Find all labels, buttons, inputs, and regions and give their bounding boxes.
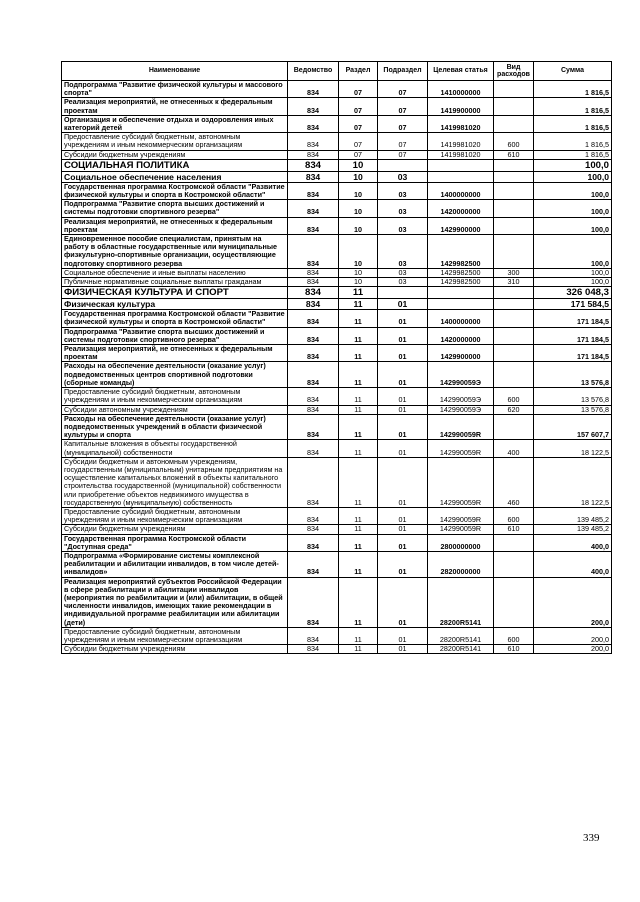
cell-dept: 834	[288, 362, 339, 388]
table-row	[62, 645, 612, 654]
cell-subsection: 03	[378, 268, 428, 277]
cell-subsection: 07	[378, 115, 428, 132]
cell-dept: 834	[288, 217, 339, 234]
cell-subsection: 01	[378, 299, 428, 310]
cell-section: 11	[339, 551, 378, 577]
table-row	[62, 507, 612, 524]
cell-sum: 157 607,7	[534, 414, 612, 440]
cell-exptype	[494, 159, 534, 171]
cell-sum: 171 184,5	[534, 310, 612, 327]
cell-name: Предоставление субсидий бюджетным, автономным учреждениям и иным некоммерческим организациям	[62, 507, 288, 524]
header-section: Раздел	[339, 62, 378, 81]
cell-subsection: 01	[378, 534, 428, 551]
cell-target	[428, 159, 494, 171]
cell-exptype: 620	[494, 405, 534, 414]
cell-subsection: 01	[378, 577, 428, 627]
budget-table-body	[62, 62, 612, 654]
cell-dept: 834	[288, 577, 339, 627]
cell-sum: 1 816,5	[534, 150, 612, 159]
cell-target: 1429900000	[428, 217, 494, 234]
cell-subsection: 01	[378, 327, 428, 344]
cell-section: 10	[339, 200, 378, 217]
cell-target: 142990059Э	[428, 388, 494, 405]
cell-sum: 13 576,8	[534, 405, 612, 414]
cell-target: 142990059R	[428, 457, 494, 507]
table-row	[62, 388, 612, 405]
cell-exptype: 600	[494, 627, 534, 644]
cell-sum: 326 048,3	[534, 287, 612, 299]
cell-sum: 18 122,5	[534, 457, 612, 507]
table-row	[62, 577, 612, 627]
cell-sum: 171 184,5	[534, 327, 612, 344]
cell-target: 28200R5141	[428, 577, 494, 627]
cell-subsection: 01	[378, 310, 428, 327]
cell-exptype	[494, 414, 534, 440]
cell-exptype: 610	[494, 525, 534, 534]
cell-target	[428, 287, 494, 299]
cell-subsection	[378, 287, 428, 299]
cell-dept: 834	[288, 534, 339, 551]
table-row	[62, 217, 612, 234]
cell-sum: 139 485,2	[534, 507, 612, 524]
cell-name: Физическая культура	[62, 299, 288, 310]
cell-subsection: 01	[378, 507, 428, 524]
table-row	[62, 98, 612, 115]
cell-section: 11	[339, 534, 378, 551]
cell-section: 11	[339, 327, 378, 344]
table-row	[62, 405, 612, 414]
cell-subsection: 07	[378, 81, 428, 98]
cell-subsection: 03	[378, 171, 428, 182]
cell-section: 11	[339, 414, 378, 440]
cell-dept: 834	[288, 235, 339, 269]
table-row	[62, 235, 612, 269]
table-row	[62, 159, 612, 171]
cell-exptype: 610	[494, 150, 534, 159]
cell-section: 11	[339, 310, 378, 327]
cell-section: 07	[339, 150, 378, 159]
cell-name: Реализация мероприятий, не отнесенных к федеральным проектам	[62, 98, 288, 115]
table-row	[62, 440, 612, 457]
cell-sum: 200,0	[534, 645, 612, 654]
cell-dept: 834	[288, 388, 339, 405]
cell-subsection: 07	[378, 150, 428, 159]
cell-exptype	[494, 217, 534, 234]
cell-section: 07	[339, 81, 378, 98]
table-row	[62, 362, 612, 388]
cell-target: 28200R5141	[428, 627, 494, 644]
table-row	[62, 115, 612, 132]
cell-target: 142990059R	[428, 440, 494, 457]
table-row	[62, 551, 612, 577]
cell-subsection	[378, 159, 428, 171]
cell-target: 142990059R	[428, 525, 494, 534]
cell-subsection: 01	[378, 405, 428, 414]
cell-target	[428, 299, 494, 310]
cell-sum: 200,0	[534, 577, 612, 627]
cell-exptype: 600	[494, 507, 534, 524]
table-row	[62, 278, 612, 287]
cell-target: 1400000000	[428, 310, 494, 327]
cell-dept: 834	[288, 551, 339, 577]
header-subsection: Подраздел	[378, 62, 428, 81]
cell-section: 11	[339, 457, 378, 507]
cell-sum: 100,0	[534, 159, 612, 171]
cell-dept: 834	[288, 98, 339, 115]
cell-dept: 834	[288, 327, 339, 344]
cell-section: 11	[339, 345, 378, 362]
cell-dept: 834	[288, 440, 339, 457]
cell-section: 11	[339, 577, 378, 627]
cell-sum: 171 184,5	[534, 345, 612, 362]
cell-section: 11	[339, 645, 378, 654]
cell-target: 142990059Э	[428, 405, 494, 414]
header-dept: Ведомство	[288, 62, 339, 81]
cell-subsection: 07	[378, 98, 428, 115]
cell-dept: 834	[288, 525, 339, 534]
cell-sum: 100,0	[534, 182, 612, 199]
cell-dept: 834	[288, 81, 339, 98]
cell-subsection: 01	[378, 525, 428, 534]
cell-subsection: 07	[378, 133, 428, 150]
cell-section: 11	[339, 388, 378, 405]
cell-section: 10	[339, 182, 378, 199]
cell-name: Субсидии автономным учреждениям	[62, 405, 288, 414]
table-row	[62, 200, 612, 217]
table-header-row	[62, 62, 612, 81]
cell-name: Социальное обеспечение населения	[62, 171, 288, 182]
cell-section: 11	[339, 405, 378, 414]
cell-dept: 834	[288, 159, 339, 171]
page-number: 339	[583, 832, 600, 844]
cell-dept: 834	[288, 171, 339, 182]
cell-target: 1429982500	[428, 278, 494, 287]
cell-sum: 13 576,8	[534, 388, 612, 405]
cell-target: 1429982500	[428, 268, 494, 277]
cell-exptype: 600	[494, 388, 534, 405]
cell-sum: 1 816,5	[534, 98, 612, 115]
cell-section: 07	[339, 98, 378, 115]
cell-target	[428, 171, 494, 182]
cell-subsection: 01	[378, 645, 428, 654]
cell-section: 10	[339, 268, 378, 277]
cell-exptype	[494, 577, 534, 627]
cell-target: 28200R5141	[428, 645, 494, 654]
cell-dept: 834	[288, 287, 339, 299]
cell-dept: 834	[288, 457, 339, 507]
cell-target: 1419981020	[428, 150, 494, 159]
table-row	[62, 150, 612, 159]
cell-dept: 834	[288, 133, 339, 150]
cell-section: 11	[339, 299, 378, 310]
cell-exptype	[494, 171, 534, 182]
cell-name: Расходы на обеспечение деятельности (оказание услуг) подведомственных учреждений в области физической культуры и спорта	[62, 414, 288, 440]
cell-target: 1420000000	[428, 200, 494, 217]
cell-dept: 834	[288, 627, 339, 644]
cell-sum: 100,0	[534, 200, 612, 217]
cell-exptype	[494, 98, 534, 115]
cell-target: 1429900000	[428, 345, 494, 362]
cell-name: Государственная программа Костромской области "Развитие физической культуры и спорта в Костромской области"	[62, 310, 288, 327]
cell-section: 11	[339, 525, 378, 534]
cell-sum: 400,0	[534, 534, 612, 551]
cell-subsection: 03	[378, 200, 428, 217]
cell-exptype	[494, 287, 534, 299]
cell-target: 1420000000	[428, 327, 494, 344]
cell-subsection: 03	[378, 217, 428, 234]
cell-target: 1429982500	[428, 235, 494, 269]
cell-name: Реализация мероприятий, не отнесенных к федеральным проектам	[62, 345, 288, 362]
table-row	[62, 345, 612, 362]
cell-dept: 834	[288, 150, 339, 159]
table-row	[62, 268, 612, 277]
header-target: Целевая статья	[428, 62, 494, 81]
cell-section: 11	[339, 362, 378, 388]
cell-exptype: 610	[494, 645, 534, 654]
table-row	[62, 171, 612, 182]
cell-name: Субсидии бюджетным учреждениям	[62, 645, 288, 654]
cell-exptype: 460	[494, 457, 534, 507]
cell-target: 1419900000	[428, 98, 494, 115]
cell-exptype	[494, 345, 534, 362]
table-row	[62, 310, 612, 327]
cell-section: 07	[339, 133, 378, 150]
cell-sum: 171 584,5	[534, 299, 612, 310]
cell-dept: 834	[288, 405, 339, 414]
cell-exptype	[494, 299, 534, 310]
table-row	[62, 327, 612, 344]
cell-section: 11	[339, 287, 378, 299]
cell-dept: 834	[288, 299, 339, 310]
cell-name: Государственная программа Костромской области "Развитие физической культуры и спорта в Костромской области"	[62, 182, 288, 199]
cell-dept: 834	[288, 645, 339, 654]
cell-target: 142990059R	[428, 507, 494, 524]
cell-target: 2800000000	[428, 534, 494, 551]
cell-sum: 100,0	[534, 171, 612, 182]
cell-name: Социальное обеспечение и иные выплаты населению	[62, 268, 288, 277]
budget-table	[61, 61, 612, 654]
cell-name: Публичные нормативные социальные выплаты гражданам	[62, 278, 288, 287]
cell-sum: 100,0	[534, 278, 612, 287]
header-name: Наименование	[62, 62, 288, 81]
cell-name: Подпрограмма "Развитие спорта высших достижений и системы подготовки спортивного резерва"	[62, 327, 288, 344]
cell-subsection: 01	[378, 457, 428, 507]
table-row	[62, 525, 612, 534]
cell-subsection: 01	[378, 362, 428, 388]
cell-exptype	[494, 362, 534, 388]
table-row	[62, 414, 612, 440]
cell-name: Государственная программа Костромской области "Доступная среда"	[62, 534, 288, 551]
cell-section: 07	[339, 115, 378, 132]
cell-subsection: 03	[378, 182, 428, 199]
table-row	[62, 182, 612, 199]
table-row	[62, 133, 612, 150]
cell-name: Субсидии бюджетным и автономным учреждениям, государственным (муниципальным) унитарным предприятиям на осуществление капитальных вложений в объекты капитального строительства государственной (муниципальной) собственности или приобретение объектов недвижимого имущества в государственную (муниципальную) собственность	[62, 457, 288, 507]
cell-subsection: 01	[378, 627, 428, 644]
cell-dept: 834	[288, 345, 339, 362]
cell-name: Расходы на обеспечение деятельности (оказание услуг) подведомственных центров спортивной подготовки (сборные команды)	[62, 362, 288, 388]
cell-exptype	[494, 551, 534, 577]
cell-exptype	[494, 115, 534, 132]
cell-dept: 834	[288, 200, 339, 217]
cell-sum: 100,0	[534, 235, 612, 269]
cell-section: 10	[339, 159, 378, 171]
cell-exptype: 310	[494, 278, 534, 287]
cell-sum: 400,0	[534, 551, 612, 577]
table-row	[62, 627, 612, 644]
cell-name: Субсидии бюджетным учреждениям	[62, 150, 288, 159]
cell-exptype	[494, 182, 534, 199]
cell-section: 11	[339, 507, 378, 524]
cell-sum: 100,0	[534, 217, 612, 234]
cell-subsection: 03	[378, 235, 428, 269]
cell-section: 10	[339, 217, 378, 234]
cell-name: Единовременное пособие специалистам, принятым на работу в областные государственные или муниципальные физкультурно-спортивные организации, осуществляющие подготовку спортивного резерва	[62, 235, 288, 269]
cell-exptype	[494, 235, 534, 269]
cell-dept: 834	[288, 310, 339, 327]
cell-target: 1419981020	[428, 133, 494, 150]
table-row	[62, 534, 612, 551]
cell-section: 11	[339, 440, 378, 457]
cell-exptype	[494, 310, 534, 327]
cell-section: 11	[339, 627, 378, 644]
cell-name: Предоставление субсидий бюджетным, автономным учреждениям и иным некоммерческим организациям	[62, 133, 288, 150]
cell-sum: 139 485,2	[534, 525, 612, 534]
cell-subsection: 01	[378, 345, 428, 362]
cell-name: Предоставление субсидий бюджетным, автономным учреждениям и иным некоммерческим организациям	[62, 627, 288, 644]
table-row	[62, 287, 612, 299]
cell-name: Подпрограмма "Развитие спорта высших достижений и системы подготовки спортивного резерва"	[62, 200, 288, 217]
cell-dept: 834	[288, 507, 339, 524]
cell-subsection: 01	[378, 551, 428, 577]
cell-dept: 834	[288, 414, 339, 440]
cell-target: 142990059R	[428, 414, 494, 440]
cell-exptype: 300	[494, 268, 534, 277]
cell-name: ФИЗИЧЕСКАЯ КУЛЬТУРА И СПОРТ	[62, 287, 288, 299]
cell-subsection: 01	[378, 414, 428, 440]
cell-dept: 834	[288, 115, 339, 132]
cell-subsection: 03	[378, 278, 428, 287]
cell-sum: 1 816,5	[534, 81, 612, 98]
cell-target: 1400000000	[428, 182, 494, 199]
header-sum: Сумма	[534, 62, 612, 81]
cell-name: Подпрограмма "Развитие физической культуры и массового спорта"	[62, 81, 288, 98]
cell-sum: 200,0	[534, 627, 612, 644]
cell-exptype	[494, 200, 534, 217]
cell-exptype	[494, 327, 534, 344]
table-row	[62, 81, 612, 98]
table-row	[62, 457, 612, 507]
cell-sum: 100,0	[534, 268, 612, 277]
cell-name: Реализация мероприятий субъектов Российской Федерации в сфере реабилитации и абилитации инвалидов (мероприятия по реабилитации и (или) абилитации, в общей численности инвалидов, имеющих такие рекомендации в индивидуальной программе реабилитации или абилитации (дети)	[62, 577, 288, 627]
cell-subsection: 01	[378, 388, 428, 405]
cell-sum: 13 576,8	[534, 362, 612, 388]
cell-target: 1419981020	[428, 115, 494, 132]
cell-exptype: 400	[494, 440, 534, 457]
cell-section: 10	[339, 171, 378, 182]
cell-sum: 18 122,5	[534, 440, 612, 457]
cell-name: Подпрограмма «Формирование системы комплексной реабилитации и абилитации инвалидов, в том числе детей-инвалидов»	[62, 551, 288, 577]
cell-name: Субсидии бюджетным учреждениям	[62, 525, 288, 534]
cell-target: 2820000000	[428, 551, 494, 577]
cell-name: Организация и обеспечение отдыха и оздоровления иных категорий детей	[62, 115, 288, 132]
cell-sum: 1 816,5	[534, 133, 612, 150]
cell-target: 142990059Э	[428, 362, 494, 388]
cell-name: Предоставление субсидий бюджетным, автономным учреждениям и иным некоммерческим организациям	[62, 388, 288, 405]
cell-target: 1410000000	[428, 81, 494, 98]
cell-section: 10	[339, 278, 378, 287]
cell-name: Капитальные вложения в объекты государственной (муниципальной) собственности	[62, 440, 288, 457]
cell-dept: 834	[288, 268, 339, 277]
cell-section: 10	[339, 235, 378, 269]
header-exptype: Вид расходов	[494, 62, 534, 81]
cell-exptype: 600	[494, 133, 534, 150]
cell-dept: 834	[288, 182, 339, 199]
cell-sum: 1 816,5	[534, 115, 612, 132]
cell-exptype	[494, 81, 534, 98]
cell-exptype	[494, 534, 534, 551]
cell-subsection: 01	[378, 440, 428, 457]
cell-dept: 834	[288, 278, 339, 287]
table-row	[62, 299, 612, 310]
cell-name: СОЦИАЛЬНАЯ ПОЛИТИКА	[62, 159, 288, 171]
cell-name: Реализация мероприятий, не отнесенных к федеральным проектам	[62, 217, 288, 234]
